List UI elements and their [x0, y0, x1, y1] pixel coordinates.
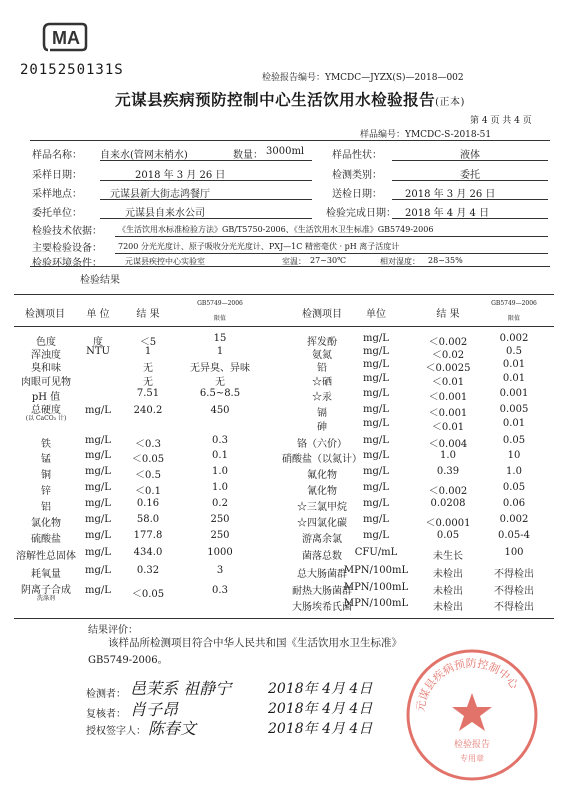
underline	[392, 180, 548, 181]
row-unit: mg/L	[363, 404, 389, 415]
row-item: 色度	[36, 337, 56, 348]
row-unit: mg/L	[85, 435, 111, 446]
row-item: 氟化物	[307, 470, 337, 481]
row-result: ＜0.05	[131, 454, 165, 465]
row-limit: 无	[215, 377, 225, 388]
temp-value: 27~30℃	[310, 256, 347, 265]
row-result: 未检出	[433, 586, 463, 597]
row-unit: MPN/100mL	[343, 565, 409, 576]
row-item: 大肠埃希氏菌	[292, 602, 352, 613]
row-result: ＜0.001	[428, 408, 468, 419]
row-limit: 0.01	[502, 373, 526, 384]
conclusion-text-1: 该样品所检测项目符合中华人民共和国《生活饮用水卫生标准》	[108, 637, 402, 649]
row-item: 砷	[317, 422, 327, 433]
row-result: 1.0	[440, 450, 456, 461]
row-limit: 10	[507, 450, 521, 461]
row-limit: 1.0	[212, 466, 228, 477]
row-limit: 1.0	[506, 466, 522, 477]
row-unit: mg/L	[363, 498, 389, 509]
row-unit: mg/L	[363, 388, 389, 399]
row-unit: mg/L	[363, 466, 389, 477]
detect-type-label: 检测类别：	[332, 170, 382, 181]
row-unit: mg/L	[363, 530, 389, 541]
row-limit: 1.0	[212, 482, 228, 493]
row-unit: MPN/100mL	[343, 598, 409, 609]
env-value: 元谋县疾控中心实验室	[125, 257, 205, 266]
date-3: 2018年 4月 4日	[268, 721, 373, 737]
row-unit: mg/L	[85, 565, 111, 576]
row-result: 177.8	[133, 530, 163, 541]
delivery-date-label: 送检日期：	[332, 189, 382, 200]
row-unit: mg/L	[363, 333, 389, 344]
row-item: 铬（六价）	[297, 439, 347, 450]
report-title	[0, 88, 580, 110]
stamp-bottom-text: 专用章	[460, 754, 484, 763]
row-item: 镉	[317, 408, 327, 419]
row-limit: 1000	[207, 547, 233, 558]
finish-date-value: 2018 年 4 月 4 日	[405, 208, 490, 219]
underline	[100, 180, 312, 181]
row-limit: 0.1	[212, 450, 228, 461]
row-item: 铝	[41, 502, 51, 513]
row-result: ＜0.3	[135, 439, 161, 450]
row-result: 434.0	[133, 547, 163, 558]
sampling-date-label: 采样日期：	[32, 170, 82, 181]
row-limit: 0.05-4	[497, 530, 530, 541]
underline	[392, 218, 548, 219]
sampling-place-value: 元谋县新大街志鸿餐厅	[110, 189, 210, 200]
table-header-border	[14, 326, 554, 327]
row-result: ＜0.004	[428, 439, 468, 450]
row-limit: 250	[210, 514, 230, 525]
cert-number: 2015250131S	[20, 62, 124, 78]
stamp-ring-text: 元谋县疾病预防控制中心	[413, 656, 521, 713]
row-unit: mg/L	[363, 373, 389, 384]
row-item: 菌落总数	[302, 551, 342, 562]
sample-name-label: 样品名称：	[32, 150, 82, 161]
row-result: 1	[144, 346, 152, 357]
row-limit: 0.05	[502, 435, 526, 446]
header-result: 结 果	[136, 309, 160, 320]
row-unit: mg/L	[85, 547, 111, 558]
row-unit: mg/L	[85, 514, 111, 525]
official-stamp	[402, 645, 542, 785]
row-limit: 不得检出	[494, 569, 534, 580]
basis-value: 《生活饮用水标准检验方法》GB/T5750-2006、《生活饮用水卫生标准》GB5749-2006	[118, 225, 434, 234]
row-item: pH 值	[31, 392, 61, 403]
env-label: 检验环境条件：	[32, 258, 102, 269]
row-item: 肉眼可见物	[21, 377, 71, 388]
row-unit: mg/L	[363, 514, 389, 525]
cma-logo	[42, 20, 88, 54]
stamp-star-icon	[452, 693, 492, 731]
header-unit: 单 位	[86, 309, 110, 320]
row-result: 0.0208	[430, 498, 466, 509]
row-result: ＜0.01	[431, 422, 465, 433]
row-limit: 0.01	[502, 359, 526, 370]
row-limit: 0.06	[502, 498, 526, 509]
row-result: 7.51	[136, 388, 160, 399]
row-limit: 0.005	[499, 404, 529, 415]
row-limit: 3	[216, 565, 224, 576]
finish-date-label: 检验完成日期：	[326, 208, 396, 219]
row-item: 铅	[317, 363, 327, 374]
row-limit: 6.5~8.5	[199, 388, 241, 399]
row-limit: 0.001	[499, 388, 529, 399]
row-unit: mg/L	[363, 435, 389, 446]
row-limit: 0.2	[212, 498, 228, 509]
row-item: 锌	[41, 486, 51, 497]
approver-label: 授权签字人：	[86, 726, 146, 737]
date-1: 2018年 4月 4日	[268, 681, 373, 697]
detect-type-value: 委托	[460, 170, 480, 181]
row-result: ＜0.05	[131, 589, 165, 600]
row-item: 游离余氯	[302, 534, 342, 545]
row-result: ＜0.5	[135, 470, 161, 481]
delivery-date-value: 2018 年 3 月 26 日	[405, 189, 496, 200]
row-limit: 0.5	[506, 346, 522, 357]
header-item: 检测项目	[25, 309, 65, 320]
underline	[392, 199, 548, 200]
row-item: ☆三氯甲烷	[297, 502, 347, 513]
row-item: 臭和味	[31, 363, 61, 374]
row-result: 0.32	[136, 565, 160, 576]
header-item2: 检测项目	[302, 309, 342, 320]
row-unit: mg/L	[363, 418, 389, 429]
temp-label: 室温：	[282, 257, 306, 266]
stamp-center-text: 检验报告	[453, 740, 491, 750]
row-limit: 15	[213, 333, 227, 344]
row-item: 总大肠菌群	[297, 569, 347, 580]
nature-value: 液体	[460, 150, 480, 161]
row-unit: mg/L	[363, 482, 389, 493]
row-unit: mg/L	[85, 482, 111, 493]
row-result: 未检出	[433, 569, 463, 580]
client-value: 元谋县自来水公司	[125, 208, 205, 219]
title-text: 元谋县疾病预防控制中心生活饮用水检验报告	[115, 90, 436, 109]
row-result: 58.0	[136, 514, 160, 525]
approver-signature: 陈春文	[148, 719, 197, 738]
reviewer-label: 复核者：	[86, 709, 126, 720]
underline	[115, 253, 548, 254]
date-2: 2018年 4月 4日	[268, 701, 373, 717]
row-limit: 0.05	[502, 482, 526, 493]
humidity-label: 相对湿度：	[380, 257, 420, 266]
row-item: 铁	[41, 439, 51, 450]
sample-number: 样品编号：YMCDC-S-2018-51	[360, 130, 492, 140]
row-result: 无	[143, 363, 153, 374]
sampling-place-label: 采样地点：	[32, 189, 82, 200]
underline	[100, 218, 312, 219]
row-unit: mg/L	[363, 359, 389, 370]
header-limit-bottom: 限值	[213, 315, 226, 322]
row-limit: 0.3	[212, 585, 228, 596]
row-item: 总硬度	[31, 405, 61, 416]
row-limit: 0.002	[499, 514, 529, 525]
row-item: 氰化物	[307, 486, 337, 497]
qty-value: 3000ml	[266, 146, 305, 157]
row-unit: mg/L	[85, 530, 111, 541]
tester-signature: 邑茉系 祖静宁	[130, 679, 232, 698]
row-limit: 不得检出	[494, 586, 534, 597]
equipment-label: 主要检验设备：	[32, 243, 102, 254]
header-limit2-bottom: 限值	[507, 315, 520, 322]
row-result: ＜0.001	[428, 392, 468, 403]
row-unit: mg/L	[85, 585, 111, 596]
info-top-border	[30, 140, 550, 141]
row-item: ☆四氯化碳	[297, 518, 347, 529]
conclusion-label: 结果评价：	[88, 625, 138, 636]
row-item: 挥发酚	[307, 337, 337, 348]
row-item: 溶解性总固体	[16, 551, 76, 562]
header-limit-top: GB5749—2006	[197, 300, 243, 307]
row-unit: mg/L	[85, 450, 111, 461]
row-result: 未检出	[433, 602, 463, 613]
client-label: 委托单位：	[32, 208, 82, 219]
row-result: 0.39	[436, 466, 460, 477]
row-item: 锰	[41, 454, 51, 465]
row-result: ＜0.01	[431, 377, 465, 388]
row-unit: MPN/100mL	[343, 582, 409, 593]
underline	[115, 236, 548, 237]
row-unit: mg/L	[363, 450, 389, 461]
underline	[100, 199, 312, 200]
tester-label: 检测者：	[86, 689, 126, 700]
row-unit: CFU/mL	[354, 547, 398, 558]
row-item: ☆硒	[312, 377, 332, 388]
row-limit: 1	[216, 346, 224, 357]
report-number: 检验报告编号：YMCDC—JYZX(S)—2018—002	[262, 73, 464, 83]
row-result: ＜0.1	[135, 486, 161, 497]
humidity-value: 28~35%	[428, 256, 463, 265]
row-result: 0.16	[136, 498, 160, 509]
row-limit: 不得检出	[494, 602, 534, 613]
basis-label: 检验技术依据：	[32, 226, 102, 237]
row-unit: mg/L	[85, 498, 111, 509]
results-section-title: 检验结果	[80, 275, 120, 286]
header-limit2-top: GB5749—2006	[491, 300, 537, 307]
row-item: 氨氮	[312, 350, 332, 361]
row-item: 铜	[41, 470, 51, 481]
row-item: 氯化物	[31, 518, 61, 529]
row-item: 硝酸盐（以氮计）	[282, 454, 362, 465]
qty-label: 数量：	[233, 150, 263, 161]
row-item: 耐热大肠菌群	[292, 586, 352, 597]
row-result: ＜0.02	[431, 350, 465, 361]
table-top-border	[14, 294, 554, 295]
row-result: 未生长	[433, 551, 463, 562]
row-result: ＜0.0025	[425, 363, 471, 374]
row-item: 硫酸盐	[31, 534, 61, 545]
row-unit: mg/L	[85, 405, 111, 416]
row-result: 0.05	[436, 530, 460, 541]
row-item: ☆汞	[312, 392, 332, 403]
sampling-date-value: 2018 年 3 月 26 日	[135, 170, 226, 181]
row-limit: 0.002	[499, 333, 529, 344]
row-limit: 100	[504, 547, 524, 558]
row-limit: 无异臭、异味	[190, 363, 250, 374]
equipment-value: 7200 分光光度计、原子吸收分光光度计、PXJ—1C 精密毫伏 · pH 离子活度计	[118, 242, 400, 251]
title-suffix: (正本)	[435, 97, 465, 108]
reviewer-signature: 肖子昂	[130, 700, 179, 719]
ma-logo-text: MA	[52, 28, 80, 48]
row-limit: 0.01	[502, 418, 526, 429]
row-item-sub: (以 CaCO₃ 计)	[25, 415, 67, 422]
row-item-sub: 洗涤剂	[36, 595, 55, 602]
conclusion-text-2: GB5749-2006。	[88, 655, 168, 666]
row-item: 浑浊度	[31, 350, 61, 361]
row-limit: 0.3	[212, 435, 228, 446]
row-item: 耗氧量	[31, 569, 61, 580]
row-item: 阴离子合成	[21, 585, 71, 596]
row-result: ＜0.002	[428, 337, 468, 348]
row-result: ＜5	[139, 337, 157, 348]
row-limit: 450	[210, 405, 230, 416]
underline	[392, 160, 548, 161]
row-result: 240.2	[133, 405, 163, 416]
row-limit: 250	[210, 530, 230, 541]
row-unit: 度	[93, 337, 103, 348]
table-bottom-border	[14, 618, 554, 619]
row-result: ＜0.002	[428, 486, 468, 497]
sample-name-value: 自来水(管网末梢水)	[100, 150, 188, 161]
row-result: ＜0.0001	[425, 518, 471, 529]
header-unit2: 单位	[366, 309, 386, 320]
page-indicator: 第 4 页 共 4 页	[470, 116, 532, 126]
row-result: 无	[143, 377, 153, 388]
row-unit: NTU	[86, 346, 110, 357]
nature-label: 样品性状：	[332, 150, 382, 161]
row-unit: mg/L	[85, 466, 111, 477]
header-result2: 结 果	[436, 309, 460, 320]
underline	[100, 160, 312, 161]
row-unit: mg/L	[363, 346, 389, 357]
